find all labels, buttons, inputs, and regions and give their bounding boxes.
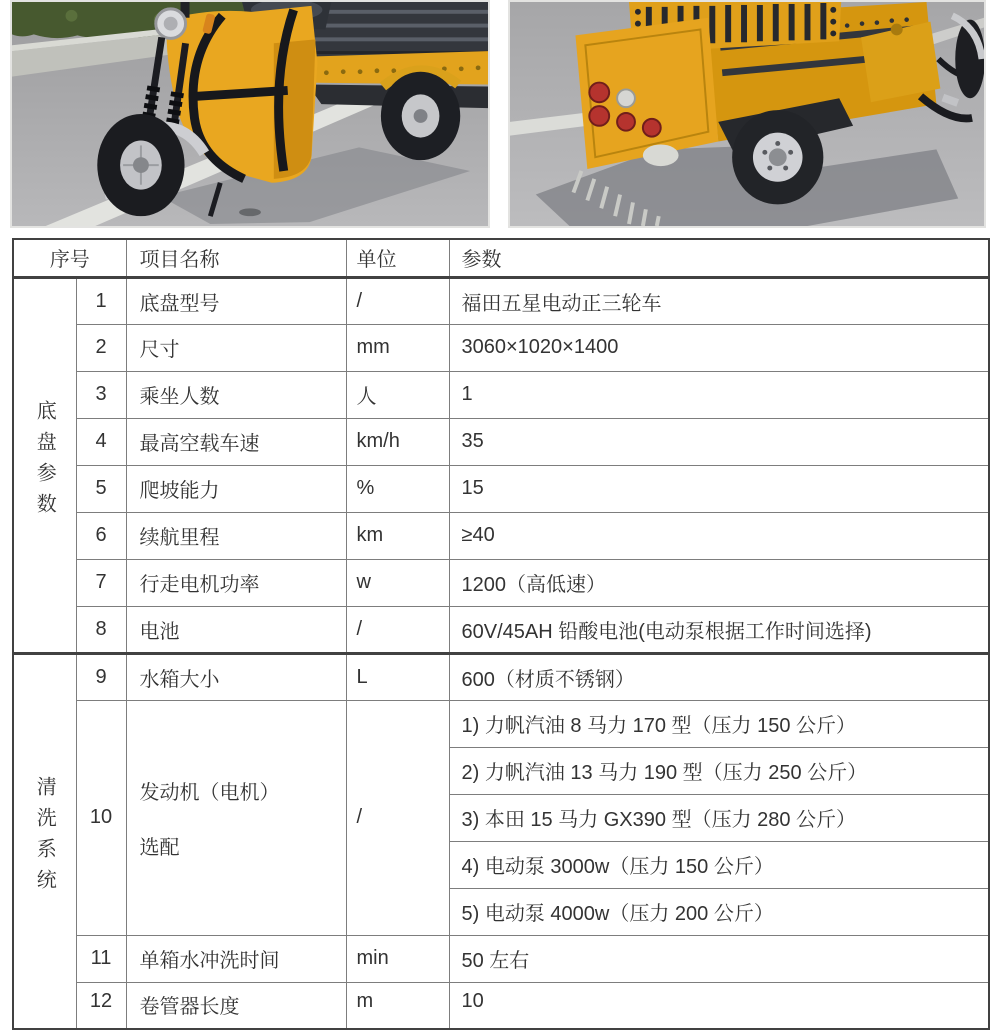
row-item-line2: 选配 — [139, 836, 180, 859]
row-item: 水箱大小 — [126, 653, 346, 700]
row-param: 600（材质不锈钢） — [449, 653, 989, 700]
vehicle-photo-front-left — [10, 0, 490, 228]
col-header-index: 序号 — [13, 239, 126, 277]
spec-row-10 — [13, 700, 989, 747]
row-unit: / — [346, 606, 449, 653]
group-label-chassis: 底盘参数 — [33, 400, 56, 524]
row-param-option: 2) 力帆汽油 13 马力 190 型（压力 250 公斤） — [449, 747, 989, 794]
row-param: 福田五星电动正三轮车 — [449, 277, 989, 324]
spec-row-4 — [13, 418, 989, 465]
row-no: 3 — [76, 371, 126, 418]
spec-header-row — [13, 239, 989, 277]
row-group-chassis — [13, 277, 76, 653]
row-param: 1 — [449, 371, 989, 418]
row-no: 8 — [76, 606, 126, 653]
spec-row-7 — [13, 559, 989, 606]
spec-row-9 — [13, 653, 989, 700]
ground-debris — [239, 208, 261, 216]
row-param: 3060×1020×1400 — [449, 324, 989, 371]
row-item: 电池 — [126, 606, 346, 653]
col-header-param: 参数 — [449, 239, 989, 277]
row-item: 卷管器长度 — [126, 982, 346, 1029]
photo-strip — [0, 0, 1000, 228]
row-param-option: 5) 电动泵 4000w（压力 200 公斤） — [449, 888, 989, 935]
row-param: 50 左右 — [449, 935, 989, 982]
row-item: 单箱水冲洗时间 — [126, 935, 346, 982]
spec-row-12 — [13, 982, 989, 1029]
row-unit: km/h — [346, 418, 449, 465]
row-item: 行走电机功率 — [126, 559, 346, 606]
row-unit: mm — [346, 324, 449, 371]
row-unit: % — [346, 465, 449, 512]
col-header-unit: 单位 — [346, 239, 449, 277]
row-group-cleaning — [13, 653, 76, 1029]
row-no: 10 — [76, 700, 126, 935]
spec-row-6 — [13, 512, 989, 559]
row-item: 尺寸 — [126, 324, 346, 371]
spec-row-11 — [13, 935, 989, 982]
row-no: 2 — [76, 324, 126, 371]
row-item: 底盘型号 — [126, 277, 346, 324]
spec-table — [12, 238, 990, 1030]
row-no: 5 — [76, 465, 126, 512]
spec-row-2 — [13, 324, 989, 371]
row-unit: 人 — [346, 371, 449, 418]
row-param: 35 — [449, 418, 989, 465]
col-header-item: 项目名称 — [126, 239, 346, 277]
row-item — [126, 700, 346, 935]
row-unit: / — [346, 700, 449, 935]
row-unit: L — [346, 653, 449, 700]
rear-wheel — [732, 110, 823, 204]
row-param: 60V/45AH 铅酸电池(电动泵根据工作时间选择) — [449, 606, 989, 653]
row-param-option: 4) 电动泵 3000w（压力 150 公斤） — [449, 841, 989, 888]
row-param-option: 1) 力帆汽油 8 马力 170 型（压力 150 公斤） — [449, 700, 989, 747]
spec-row-5 — [13, 465, 989, 512]
front-left-photo-illustration — [12, 2, 488, 226]
row-no: 7 — [76, 559, 126, 606]
row-item: 乘坐人数 — [126, 371, 346, 418]
row-unit: / — [346, 277, 449, 324]
row-param: 1200（高低速） — [449, 559, 989, 606]
row-item: 最高空载车速 — [126, 418, 346, 465]
vehicle-photo-rear — [508, 0, 986, 228]
rear-photo-illustration — [510, 2, 984, 226]
row-param: 10 — [449, 982, 989, 1029]
row-item: 爬坡能力 — [126, 465, 346, 512]
spec-row-1 — [13, 277, 989, 324]
group-label-cleaning: 清洗系统 — [33, 776, 56, 901]
row-no: 11 — [76, 935, 126, 982]
row-no: 4 — [76, 418, 126, 465]
row-no: 1 — [76, 277, 126, 324]
row-param: ≥40 — [449, 512, 989, 559]
row-no: 9 — [76, 653, 126, 700]
spec-row-8 — [13, 606, 989, 653]
row-unit: m — [346, 982, 449, 1029]
row-unit: w — [346, 559, 449, 606]
row-no: 12 — [76, 982, 126, 1029]
row-param-option: 3) 本田 15 马力 GX390 型（压力 280 公斤） — [449, 794, 989, 841]
spec-row-3 — [13, 371, 989, 418]
row-param: 15 — [449, 465, 989, 512]
front-wheel — [97, 114, 184, 216]
row-no: 6 — [76, 512, 126, 559]
row-unit: km — [346, 512, 449, 559]
row-item-line1: 发动机（电机） — [139, 781, 280, 804]
row-item: 续航里程 — [126, 512, 346, 559]
row-unit: min — [346, 935, 449, 982]
